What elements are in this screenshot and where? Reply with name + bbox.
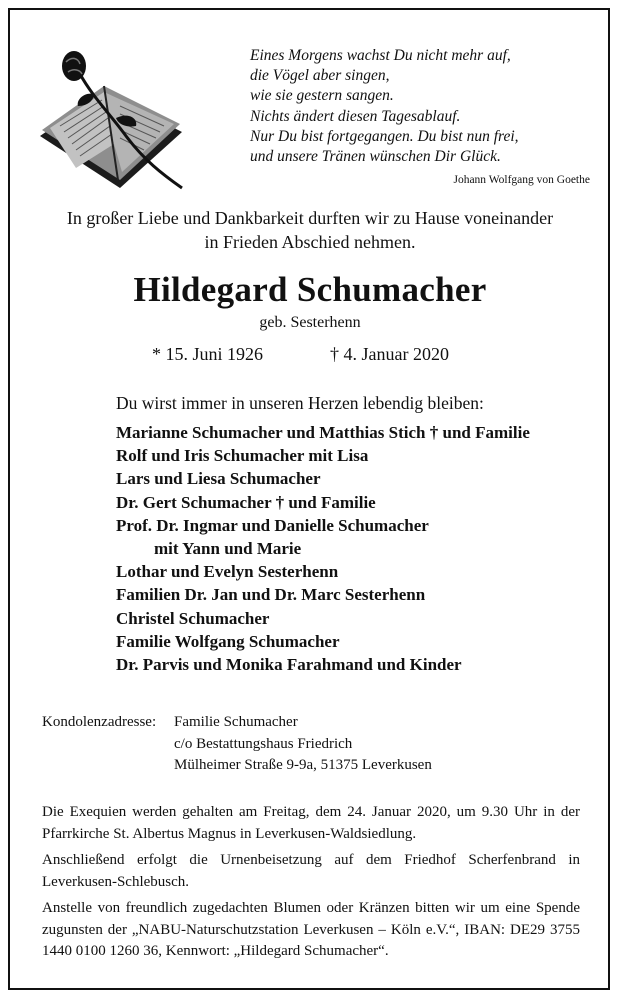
birth-date: * 15. Juni 1926 xyxy=(152,344,264,364)
mourner-entry: Familie Wolfgang Schumacher xyxy=(116,631,340,651)
address-line: Familie Schumacher xyxy=(174,714,298,730)
mourner-entry: Dr. Gert Schumacher † und Familie xyxy=(116,492,376,512)
poem-line: Nichts ändert diesen Tagesablauf. xyxy=(250,107,461,125)
maiden-name: geb. Sesterhenn xyxy=(259,314,361,331)
address-line: Mülheimer Straße 9-9a, 51375 Leverkusen xyxy=(174,757,432,773)
poem-line: wie sie gestern sangen. xyxy=(250,87,394,105)
poem xyxy=(250,46,580,167)
mourner-entry: Prof. Dr. Ingmar und Danielle Schumacher xyxy=(116,515,429,535)
intro-text xyxy=(0,206,620,254)
book-with-rose-icon xyxy=(32,40,192,190)
mourner-entry: Lars und Liesa Schumacher xyxy=(116,469,321,489)
burial-paragraph: Anschließend erfolgt die Urnenbeisetzung auf dem Friedhof Scherfenbrand in Leverkusen-Schlebusch. xyxy=(42,852,580,890)
mourner-entry: Dr. Parvis und Monika Farahmand und Kinder xyxy=(116,655,462,675)
mourners-list xyxy=(116,421,530,676)
condolence-label: Kondolenzadresse: xyxy=(42,714,157,730)
condolence-lines xyxy=(174,712,432,777)
mourner-entry: Lothar und Evelyn Sesterhenn xyxy=(116,562,339,582)
mourner-entry: Marianne Schumacher und Matthias Stich † und Familie xyxy=(116,423,530,442)
poem-line: Nur Du bist fortgegangen. Du bist nun frei, xyxy=(250,127,519,145)
mourner-entry: Christel Schumacher xyxy=(116,608,270,628)
donation-paragraph: Anstelle von freundlich zugedachten Blumen oder Kränzen bitten wir um eine Spende zugunsten der „NABU-Naturschutzstation Leverkusen – Köln e.V.“, IBAN: DE29 3755 1440 0100 1260 36, Kennwort: „Hildegard Schumacher“. xyxy=(42,900,580,959)
poem-line: die Vögel aber singen, xyxy=(250,67,390,85)
intro-line: In großer Liebe und Dankbarkeit durften wir zu Hause voneinander xyxy=(66,208,554,228)
poem-author: Johann Wolfgang von Goethe xyxy=(453,174,590,186)
motto: Du wirst immer in unseren Herzen lebendig bleiben: xyxy=(116,393,484,413)
mourner-entry: Familien Dr. Jan und Dr. Marc Sesterhenn xyxy=(116,585,426,605)
mourner-entry: Rolf und Iris Schumacher mit Lisa xyxy=(116,446,369,466)
deceased-name: Hildegard Schumacher xyxy=(133,270,487,309)
death-date: † 4. Januar 2020 xyxy=(330,344,449,364)
poem-line: Eines Morgens wachst Du nicht mehr auf, xyxy=(250,47,511,64)
funeral-mass-paragraph: Die Exequien werden gehalten am Freitag, dem 24. Januar 2020, um 9.30 Uhr in der Pfarrkirche St. Albertus Magnus in Leverkusen-Waldsiedlung. xyxy=(42,804,580,842)
mourner-entry: mit Yann und Marie xyxy=(154,539,302,559)
intro-line: in Frieden Abschied nehmen. xyxy=(204,232,416,252)
address-line: c/o Bestattungshaus Friedrich xyxy=(174,735,353,752)
poem-line: und unsere Tränen wünschen Dir Glück. xyxy=(250,148,501,166)
